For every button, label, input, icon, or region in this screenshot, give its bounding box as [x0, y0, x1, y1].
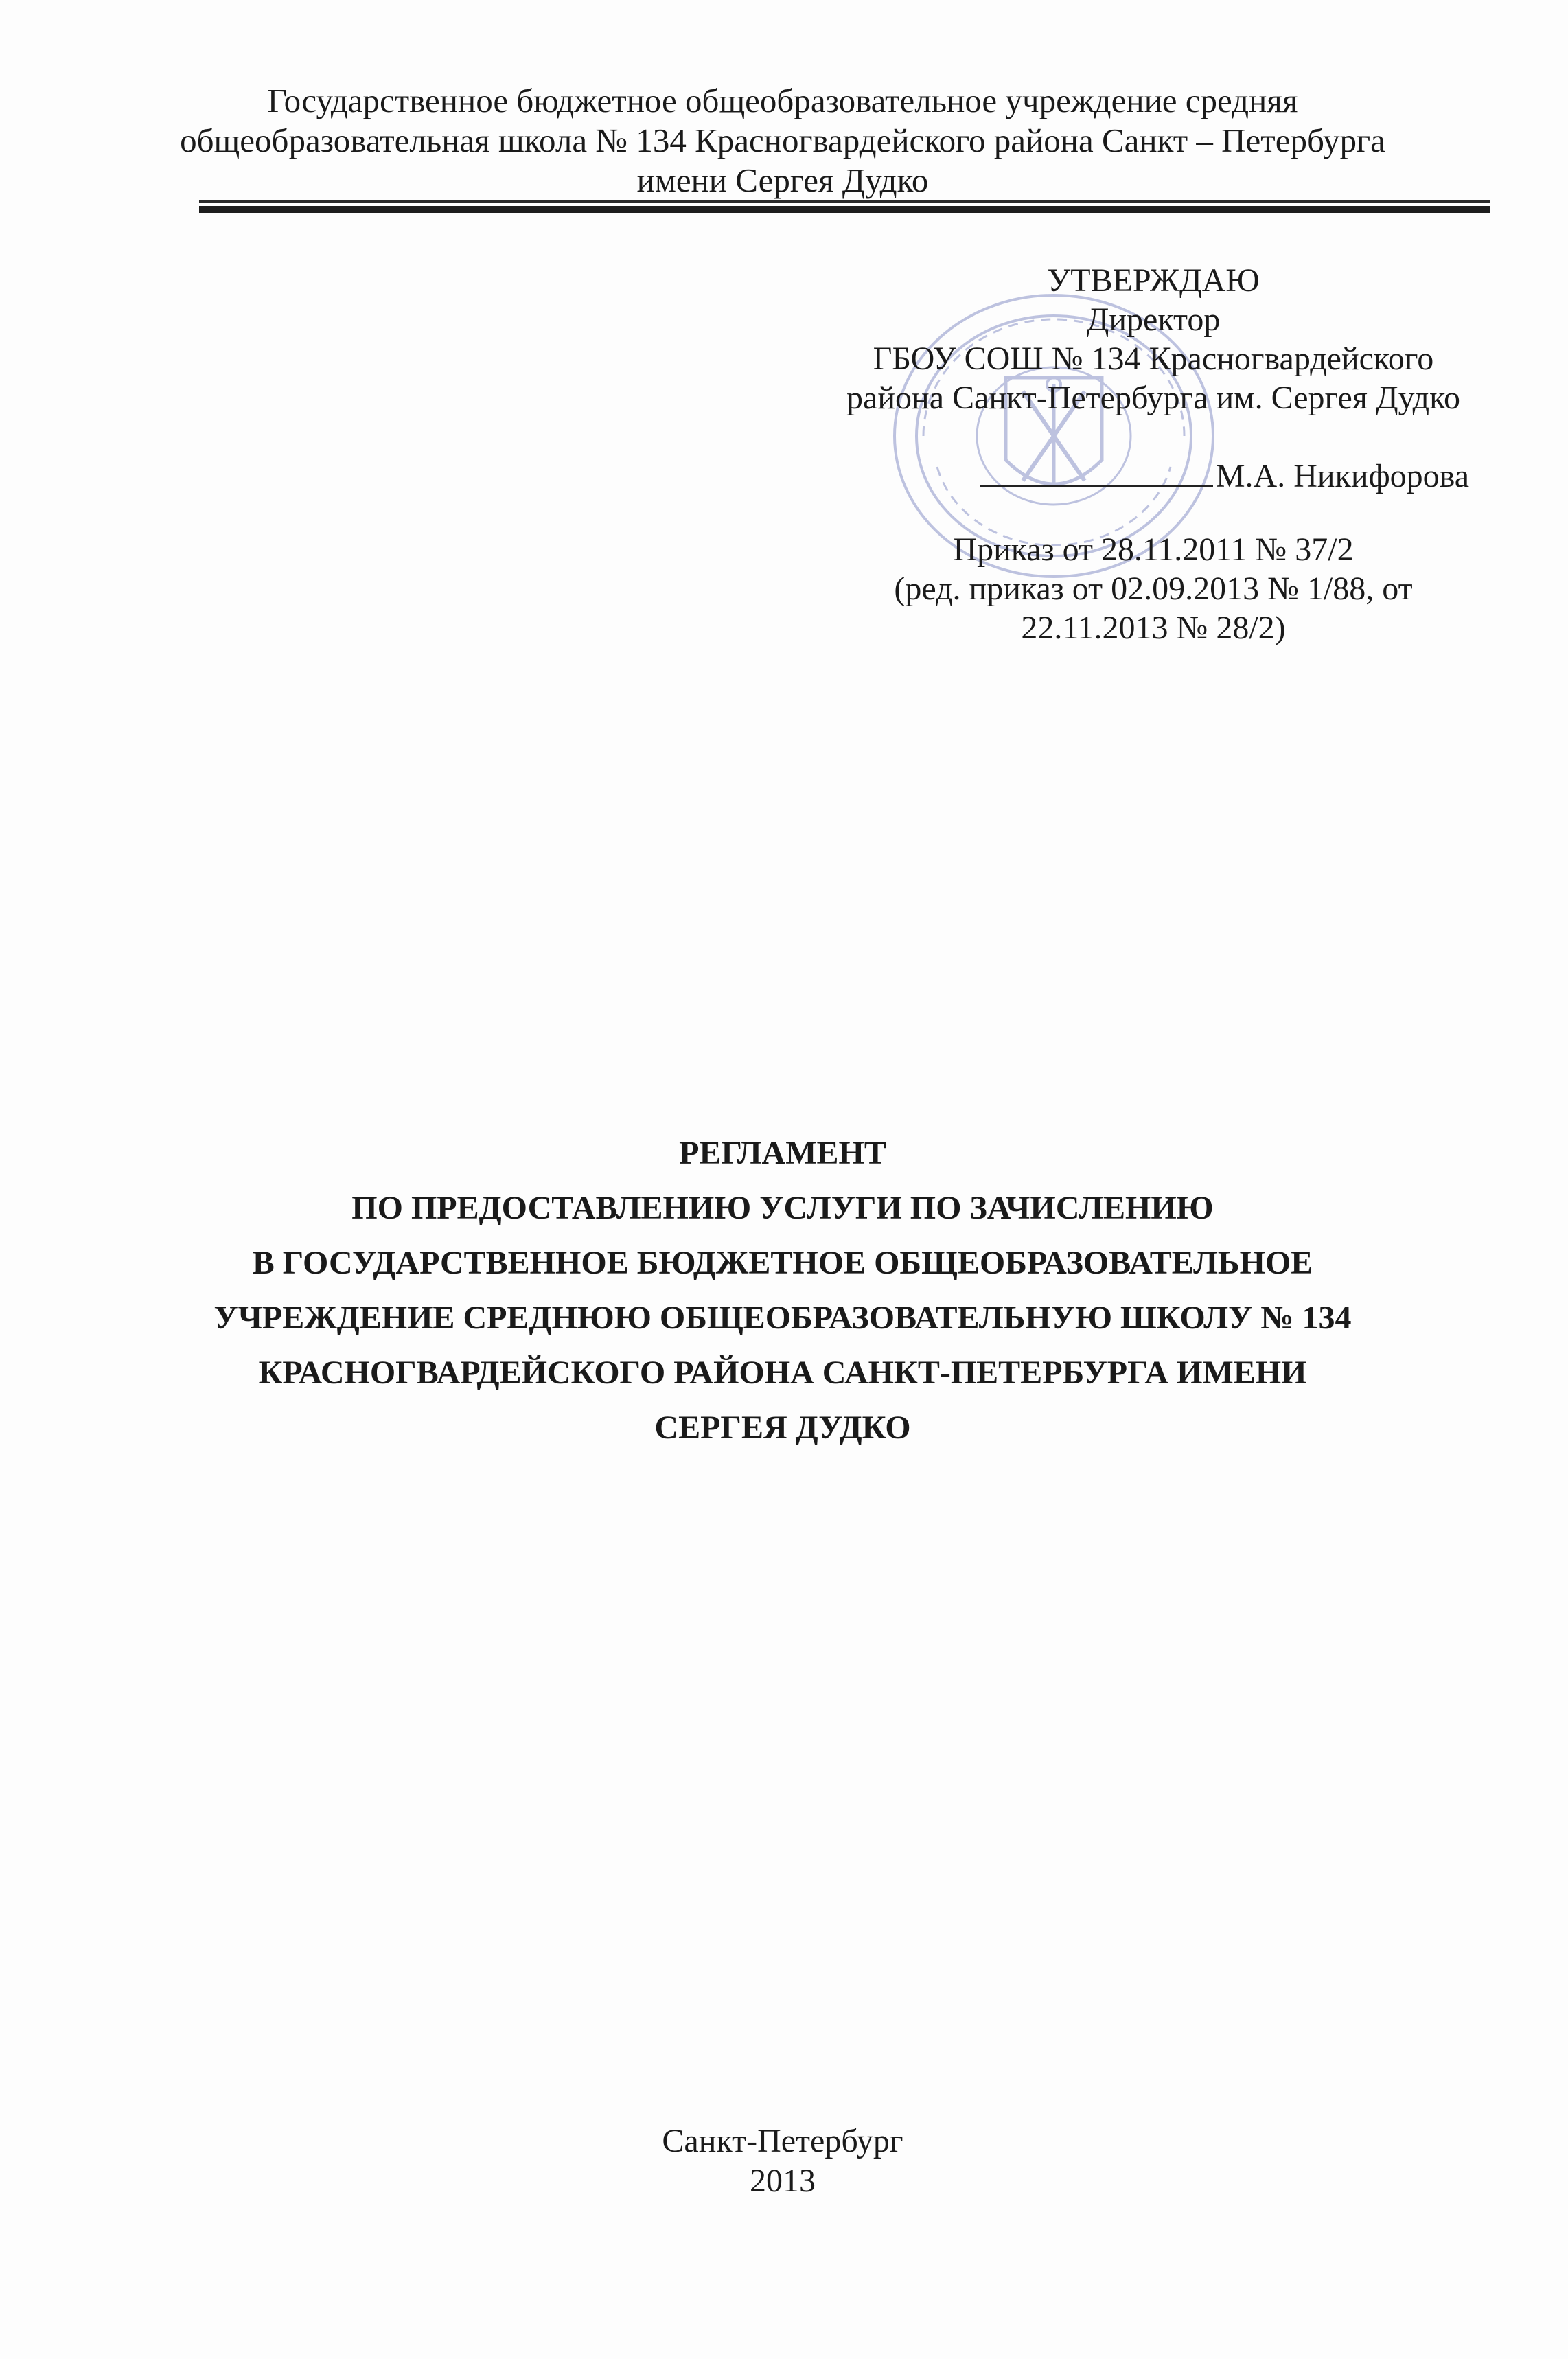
signature-line	[980, 458, 1213, 487]
order-reference: Приказ от 28.11.2011 № 37/2	[953, 531, 1354, 568]
approval-position: Директор	[1086, 301, 1221, 338]
title-line-6: СЕРГЕЯ ДУДКО	[654, 1409, 911, 1446]
footer-year: 2013	[750, 2163, 816, 2199]
title-line-5: КРАСНОГВАРДЕЙСКОГО РАЙОНА САНКТ-ПЕТЕРБУРГА ИМЕНИ	[258, 1355, 1307, 1391]
footer-city: Санкт-Петербург	[662, 2123, 903, 2159]
header-line-3: имени Сергея Дудко	[636, 161, 929, 199]
header-divider-thick	[199, 206, 1490, 213]
approval-block	[803, 261, 1503, 647]
header-line-2: общеобразовательная школа № 134 Красногвардейского района Санкт – Петербурга	[180, 122, 1385, 159]
edition-line-1: (ред. приказ от 02.09.2013 № 1/88, от	[894, 571, 1413, 607]
edition-line-2: 22.11.2013 № 28/2)	[1021, 610, 1286, 646]
header-divider-thin	[199, 200, 1490, 203]
header-line-1: Государственное бюджетное общеобразовательное учреждение средняя	[267, 82, 1298, 119]
institution-header	[137, 81, 1428, 200]
approval-org-line-2: района Санкт-Петербурга им. Сергея Дудко	[846, 380, 1460, 416]
document-footer	[137, 2121, 1428, 2201]
title-line-1: РЕГЛАМЕНТ	[679, 1135, 886, 1171]
signature-row	[803, 457, 1503, 496]
signatory-name: М.А. Никифорова	[1215, 458, 1469, 494]
document-title	[137, 1126, 1428, 1455]
title-line-2: ПО ПРЕДОСТАВЛЕНИЮ УСЛУГИ ПО ЗАЧИСЛЕНИЮ	[351, 1190, 1214, 1226]
title-line-3: В ГОСУДАРСТВЕННОЕ БЮДЖЕТНОЕ ОБЩЕОБРАЗОВАТЕЛЬНОЕ	[252, 1245, 1313, 1281]
title-line-4: УЧРЕЖДЕНИЕ СРЕДНЮЮ ОБЩЕОБРАЗОВАТЕЛЬНУЮ ШКОЛУ № 134	[214, 1300, 1352, 1336]
approval-heading: УТВЕРЖДАЮ	[1047, 262, 1260, 299]
approval-org-line-1: ГБОУ СОШ № 134 Красногвардейского	[873, 341, 1434, 377]
